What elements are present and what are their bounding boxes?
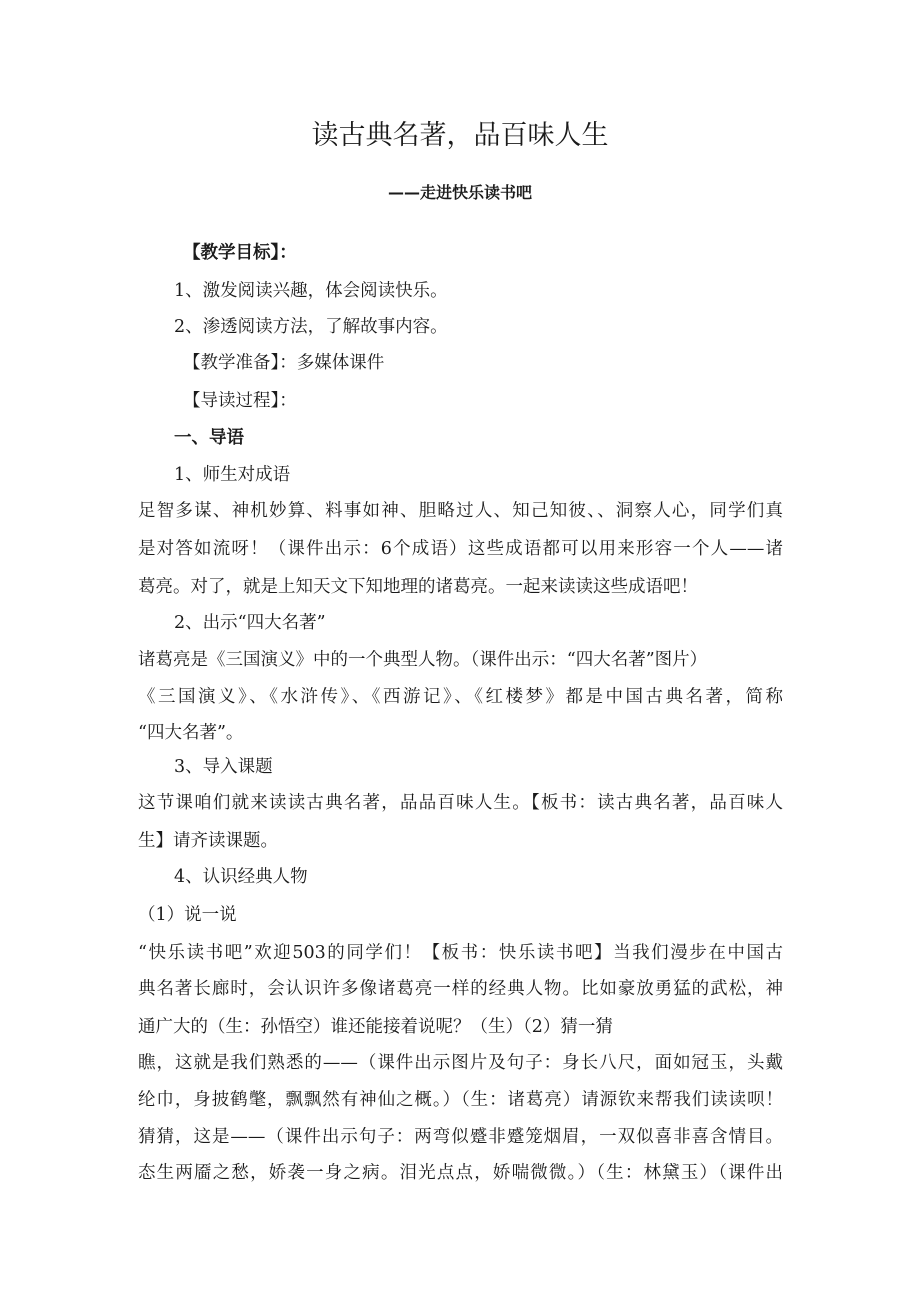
- paragraph-line: 生】请齐读课题。: [138, 831, 278, 851]
- subsection-heading: 4、认识经典人物: [174, 867, 308, 887]
- paragraph-line: 猜猜，这是——（课件出示句子：两弯似蹙非蹙笼烟眉，一双似喜非喜含情目。: [138, 1127, 783, 1147]
- heading-teaching-goals: 【教学目标】：: [183, 243, 297, 263]
- paragraph-line: 诸葛亮是《三国演义》中的一个典型人物。（课件出示：“四大名著”图片）: [138, 650, 708, 670]
- heading-teaching-prep: 【教学准备】：多媒体课件: [183, 353, 385, 373]
- goal-item: 2、渗透阅读方法，了解故事内容。: [174, 317, 448, 337]
- paragraph-line: 是对答如流呀！（课件出示：6个成语）这些成语都可以用来形容一个人——诸: [138, 539, 783, 559]
- subsection-heading: （1）说一说: [138, 905, 237, 925]
- paragraph-line: 纶巾，身披鹤氅，飘飘然有神仙之概。）（生：诸葛亮）请源钦来帮我们读读呗！: [138, 1090, 783, 1110]
- paragraph-line: “快乐读书吧”欢迎503的同学们！【板书：快乐读书吧】当我们漫步在中国古: [138, 943, 783, 963]
- subsection-heading: 1、师生对成语: [174, 465, 291, 485]
- paragraph-line: 通广大的（生：孙悟空）谁还能接着说呢？（生）（2）猜一猜: [138, 1017, 613, 1037]
- paragraph-line: 瞧，这就是我们熟悉的——（课件出示图片及句子：身长八尺，面如冠玉，头戴: [138, 1053, 783, 1073]
- paragraph-line: 足智多谋、神机妙算、料事如神、胆略过人、知己知彼、、洞察人心，同学们真: [138, 501, 783, 521]
- subsection-heading: 3、导入课题: [174, 757, 273, 777]
- paragraph-line: 《三国演义》、《水浒传》、《西游记》、《红楼梦》都是中国古典名著，简称: [138, 687, 783, 707]
- heading-reading-process: 【导读过程】：: [183, 391, 297, 411]
- goal-item: 1、激发阅读兴趣，体会阅读快乐。: [174, 281, 448, 301]
- paragraph-line: 葛亮。对了，就是上知天文下知地理的诸葛亮。一起来读读这些成语吧！: [138, 577, 698, 597]
- paragraph-line: 典名著长廊时，会认识许多像诸葛亮一样的经典人物。比如豪放勇猛的武松，神: [138, 979, 783, 999]
- section-heading: 一、导语: [174, 428, 244, 448]
- paragraph-line: 这节课咱们就来读读古典名著，品品百味人生。【板书：读古典名著，品百味人: [138, 793, 783, 813]
- subsection-heading: 2、出示“四大名著”: [174, 613, 326, 633]
- paragraph-line: “四大名著”。: [138, 723, 244, 743]
- document-subtitle: ——走进快乐读书吧: [387, 183, 532, 202]
- document-title: 读古典名著，品百味人生: [311, 120, 609, 151]
- paragraph-line: 态生两靥之愁，娇袭一身之病。泪光点点，娇喘微微。）（生：林黛玉）（课件出: [138, 1163, 783, 1183]
